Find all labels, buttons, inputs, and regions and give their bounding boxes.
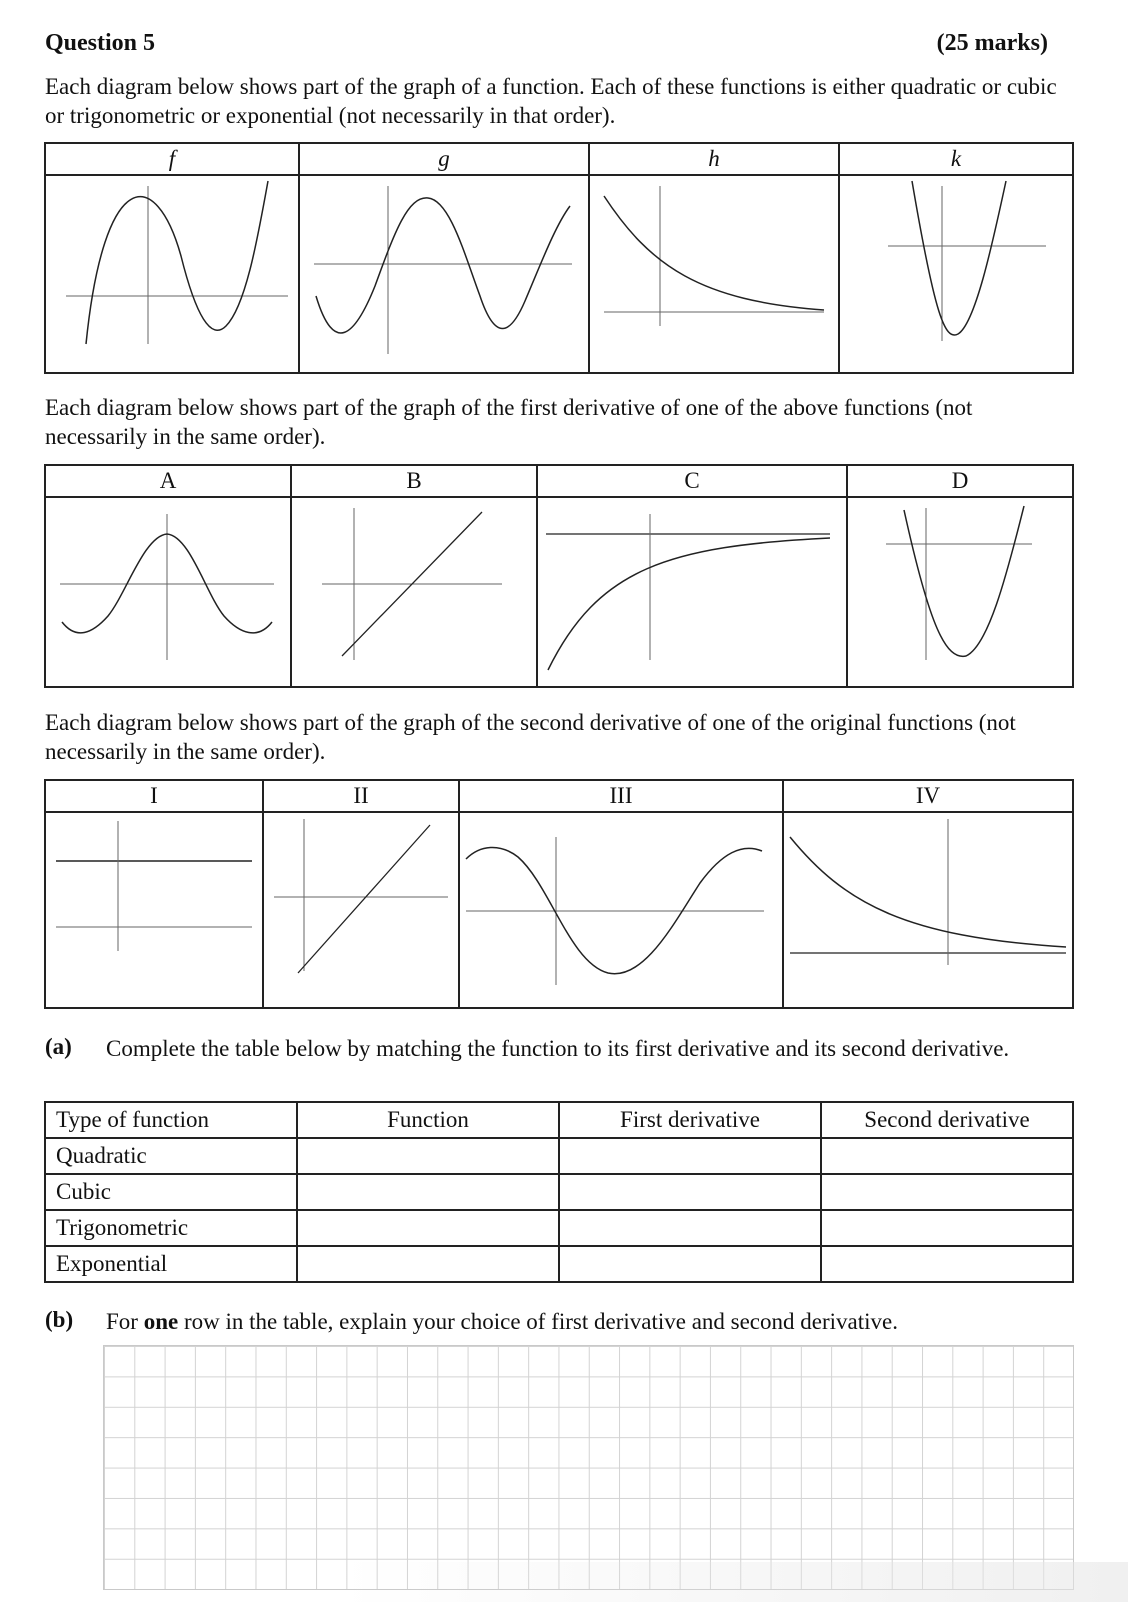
trig-second-derivative-graph-icon — [460, 813, 780, 1007]
graph-ii-cell — [263, 812, 459, 1008]
graph-g-cell — [299, 175, 589, 373]
row-label-quadratic: Quadratic — [45, 1138, 297, 1174]
linear-second-derivative-graph-icon — [264, 813, 456, 1007]
answer-cell-second-derivative[interactable] — [821, 1174, 1073, 1210]
first-derivatives-table — [44, 464, 1074, 688]
answer-cell-function[interactable] — [297, 1246, 559, 1282]
graph-a-cell — [45, 497, 291, 687]
trig-derivative-graph-icon — [46, 498, 288, 686]
row-label-trigonometric: Trigonometric — [45, 1210, 297, 1246]
quadratic-graph-icon — [840, 176, 1070, 372]
graph-i-cell — [45, 812, 263, 1008]
graph-b-cell — [291, 497, 537, 687]
col-type-of-function: Type of function — [45, 1102, 297, 1138]
constant-second-derivative-graph-icon — [46, 813, 260, 1007]
row-label-exponential: Exponential — [45, 1246, 297, 1282]
matching-table — [44, 1101, 1074, 1283]
header-f: f — [45, 143, 299, 175]
question-intro: Each diagram below shows part of the graph of a function. Each of these functions is either quadratic or cubic or trigonometric or exponential (not necessarily in that order). — [45, 74, 1057, 128]
trig-graph-icon — [300, 176, 586, 372]
part-b-text-after: row in the table, explain your choice of first derivative and second derivative. — [178, 1309, 898, 1334]
cubic-graph-icon — [46, 176, 296, 372]
part-b-text-bold: one — [143, 1309, 179, 1334]
header-k: k — [839, 143, 1073, 175]
answer-cell-first-derivative[interactable] — [559, 1210, 821, 1246]
graph-c-cell — [537, 497, 847, 687]
header-c: C — [537, 465, 847, 497]
answer-cell-first-derivative[interactable] — [559, 1246, 821, 1282]
header-g: g — [299, 143, 589, 175]
part-a-text: Complete the table below by matching the function to its first derivative and its second derivative. — [106, 1036, 1010, 1061]
question-title: Question 5 — [45, 30, 156, 56]
answer-cell-first-derivative[interactable] — [559, 1174, 821, 1210]
part-b-text — [106, 1307, 1066, 1336]
table-row — [45, 1138, 1073, 1174]
linear-derivative-graph-icon — [292, 498, 534, 686]
header-i: I — [45, 780, 263, 812]
header-ii: II — [263, 780, 459, 812]
answer-cell-function[interactable] — [297, 1210, 559, 1246]
header-a: A — [45, 465, 291, 497]
exponential-second-derivative-graph-icon — [784, 813, 1070, 1007]
answer-cell-second-derivative[interactable] — [821, 1210, 1073, 1246]
second-derivatives-table — [44, 779, 1074, 1009]
answer-cell-function[interactable] — [297, 1174, 559, 1210]
header-d: D — [847, 465, 1073, 497]
graph-h-cell — [589, 175, 839, 373]
header-b: B — [291, 465, 537, 497]
graph-iii-cell — [459, 812, 783, 1008]
answer-grid-area[interactable] — [103, 1345, 1074, 1590]
header-h: h — [589, 143, 839, 175]
answer-cell-second-derivative[interactable] — [821, 1246, 1073, 1282]
table-row — [45, 1210, 1073, 1246]
header-iv: IV — [783, 780, 1073, 812]
answer-cell-second-derivative[interactable] — [821, 1138, 1073, 1174]
question-marks: (25 marks) — [936, 30, 1048, 56]
exponential-derivative-graph-icon — [538, 498, 844, 686]
first-derivative-intro: Each diagram below shows part of the graph of the first derivative of one of the above functions (not necessarily in the same order). — [45, 395, 973, 449]
second-derivative-intro: Each diagram below shows part of the graph of the second derivative of one of the original functions (not necessarily in the same order). — [45, 710, 1016, 764]
header-iii: III — [459, 780, 783, 812]
functions-table — [44, 142, 1074, 374]
graph-d-cell — [847, 497, 1073, 687]
table-row — [45, 1174, 1073, 1210]
table-row — [45, 1246, 1073, 1282]
exponential-graph-icon — [590, 176, 836, 372]
col-function: Function — [297, 1102, 559, 1138]
col-second-derivative: Second derivative — [821, 1102, 1073, 1138]
col-first-derivative: First derivative — [559, 1102, 821, 1138]
graph-f-cell — [45, 175, 299, 373]
row-label-cubic: Cubic — [45, 1174, 297, 1210]
part-b-text-before: For — [106, 1309, 144, 1334]
answer-cell-first-derivative[interactable] — [559, 1138, 821, 1174]
quadratic-derivative-graph-icon — [848, 498, 1070, 686]
graph-k-cell — [839, 175, 1073, 373]
part-b-label: (b) — [45, 1307, 74, 1332]
answer-cell-function[interactable] — [297, 1138, 559, 1174]
part-a-label: (a) — [45, 1034, 72, 1059]
graph-iv-cell — [783, 812, 1073, 1008]
